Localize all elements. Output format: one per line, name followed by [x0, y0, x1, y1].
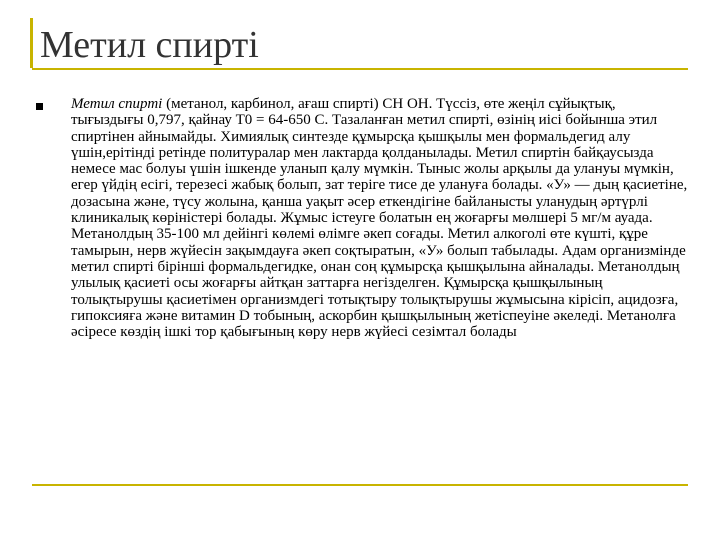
title-divider: [32, 68, 688, 70]
bullet-list: [32, 96, 692, 340]
bullet-term: Метил спирті: [71, 96, 163, 112]
square-bullet-icon: [36, 103, 43, 110]
bullet-body: (метанол, карбинол, ағаш спирті) СН ОН. Түссіз, өте жеңіл сұйықтық, тығыздығы 0,797, қайнау Т0 = 64-650 С. Тазаланған метил спирті, өзінің иісі бойынша этил спиртінен айнымайды. Химиялық синтезде құмырсқа қышқылы мен формальдегид алу үшін,ерітінді ретінде политуралар мен лактарда қолданылады. Метил спиртін байқаусызда немесе мас болуы үшін ішкенде уланып қалу мүмкін. Тыныс жолы арқылы да улануы мүмкін, егер үйдің есігі, терезесі жабық болып, зат теріге тисе де улануға болады. «У» — дың қасиетіне, дозасына және, түсу жолына, қанша уақыт әсер еткендігіне байланысты уланудың әртүрлі клиникалық көріністері болады. Жұмыс істеуге болатын ең жоғарғы мөлшері 5 мг/м ауада. Метанолдың 35-100 мл дейінгі көлемі өлімге әкеп соғады. Метил алкоголі өте күшті, құре тамырын, нерв жүйесін зақымдауға әкеп соқтыратын, «У» болып табылады. Адам организмінде метил спирті бірінші формальдегидке, онан соң құмырсқа қышқылына айналады. Метанолдың улылық қасиеті осы жоғарғы айтқан заттарға негізделген. Құмырсқа қышқылының толықтырушы қасиетімен организмдегі тотықтыру толықтырушы жұмысына кірісіп, ацидозға, гипоксияға және витамин D тобының, аскорбин қышқылының жетіспеуіне әкеледі. Метанолға әсіресе көздің ішкі тор қабығының көру нерв жүйесі сезімтал болады: [71, 96, 688, 341]
bullet-item: [32, 96, 692, 340]
title-accent-bar: [30, 18, 33, 68]
slide-title: Метил спирті: [40, 24, 259, 66]
bullet-text: [71, 96, 691, 340]
footer-divider: [32, 484, 688, 486]
